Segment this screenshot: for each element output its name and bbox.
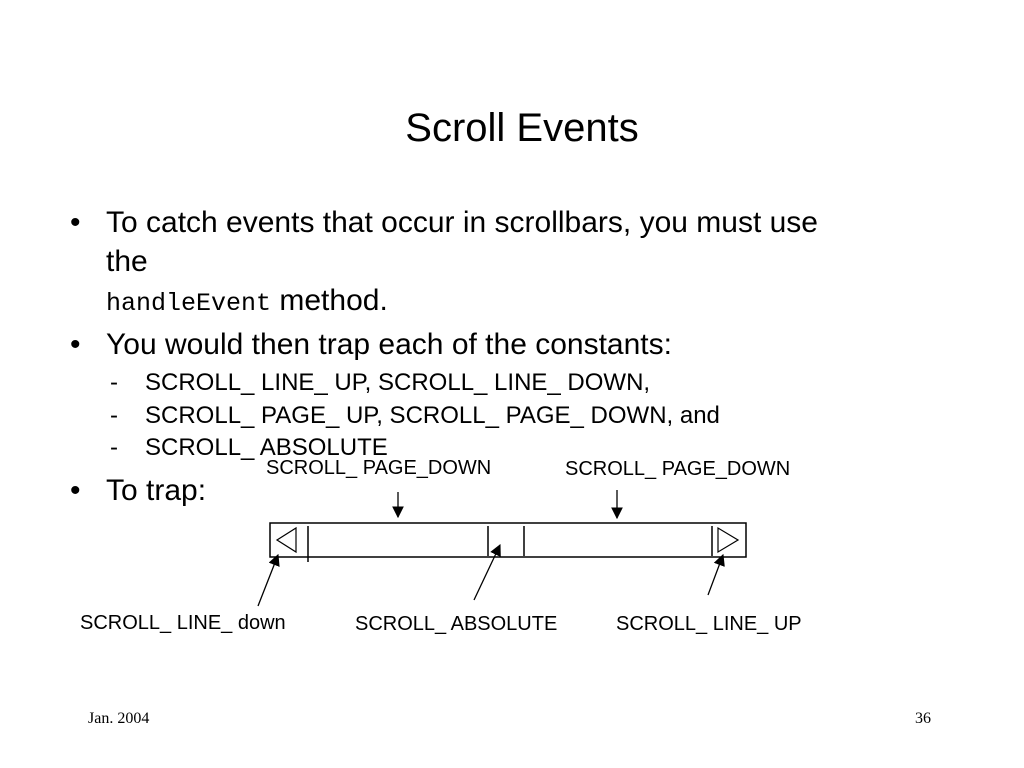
sub-bullet-marker: - — [110, 434, 118, 461]
sub-bullet-text: SCROLL_ ABSOLUTE — [145, 434, 388, 461]
label-absolute: SCROLL_ ABSOLUTE — [355, 613, 558, 635]
bullet-marker: • — [70, 206, 81, 239]
label-line-up: SCROLL_ LINE_ UP — [616, 613, 802, 635]
sub-bullet-text: SCROLL_ LINE_ UP, SCROLL_ LINE_ DOWN, — [145, 369, 651, 396]
bullet-marker: • — [70, 328, 81, 361]
sub-bullet-marker: - — [110, 402, 118, 429]
sub-bullet-text: SCROLL_ PAGE_ UP, SCROLL_ PAGE_ DOWN, and — [145, 402, 720, 429]
label-line-down: SCROLL_ LINE_ down — [80, 612, 286, 634]
sub-bullet-marker: - — [110, 369, 118, 396]
bullet-text: To catch events that occur in scrollbars, you must use — [106, 206, 818, 239]
bullet-continuation: the — [106, 245, 148, 278]
footer-page-number: 36 — [915, 710, 931, 727]
bullet-text: To trap: — [106, 474, 207, 507]
bullet-marker: • — [70, 474, 81, 507]
method-word: method. — [279, 284, 388, 317]
footer-date: Jan. 2004 — [88, 710, 150, 727]
label-page-down-right: SCROLL_ PAGE_DOWN — [565, 458, 791, 480]
arrow-line-up — [708, 555, 723, 595]
label-page-down-left: SCROLL_ PAGE_DOWN — [266, 457, 492, 479]
scrollbar-track — [270, 523, 746, 557]
bullet-text: You would then trap each of the constants: — [106, 328, 672, 361]
slide-title: Scroll Events — [405, 106, 639, 150]
code-handle-event: handleEvent — [106, 289, 272, 318]
arrow-line-down — [258, 555, 278, 606]
